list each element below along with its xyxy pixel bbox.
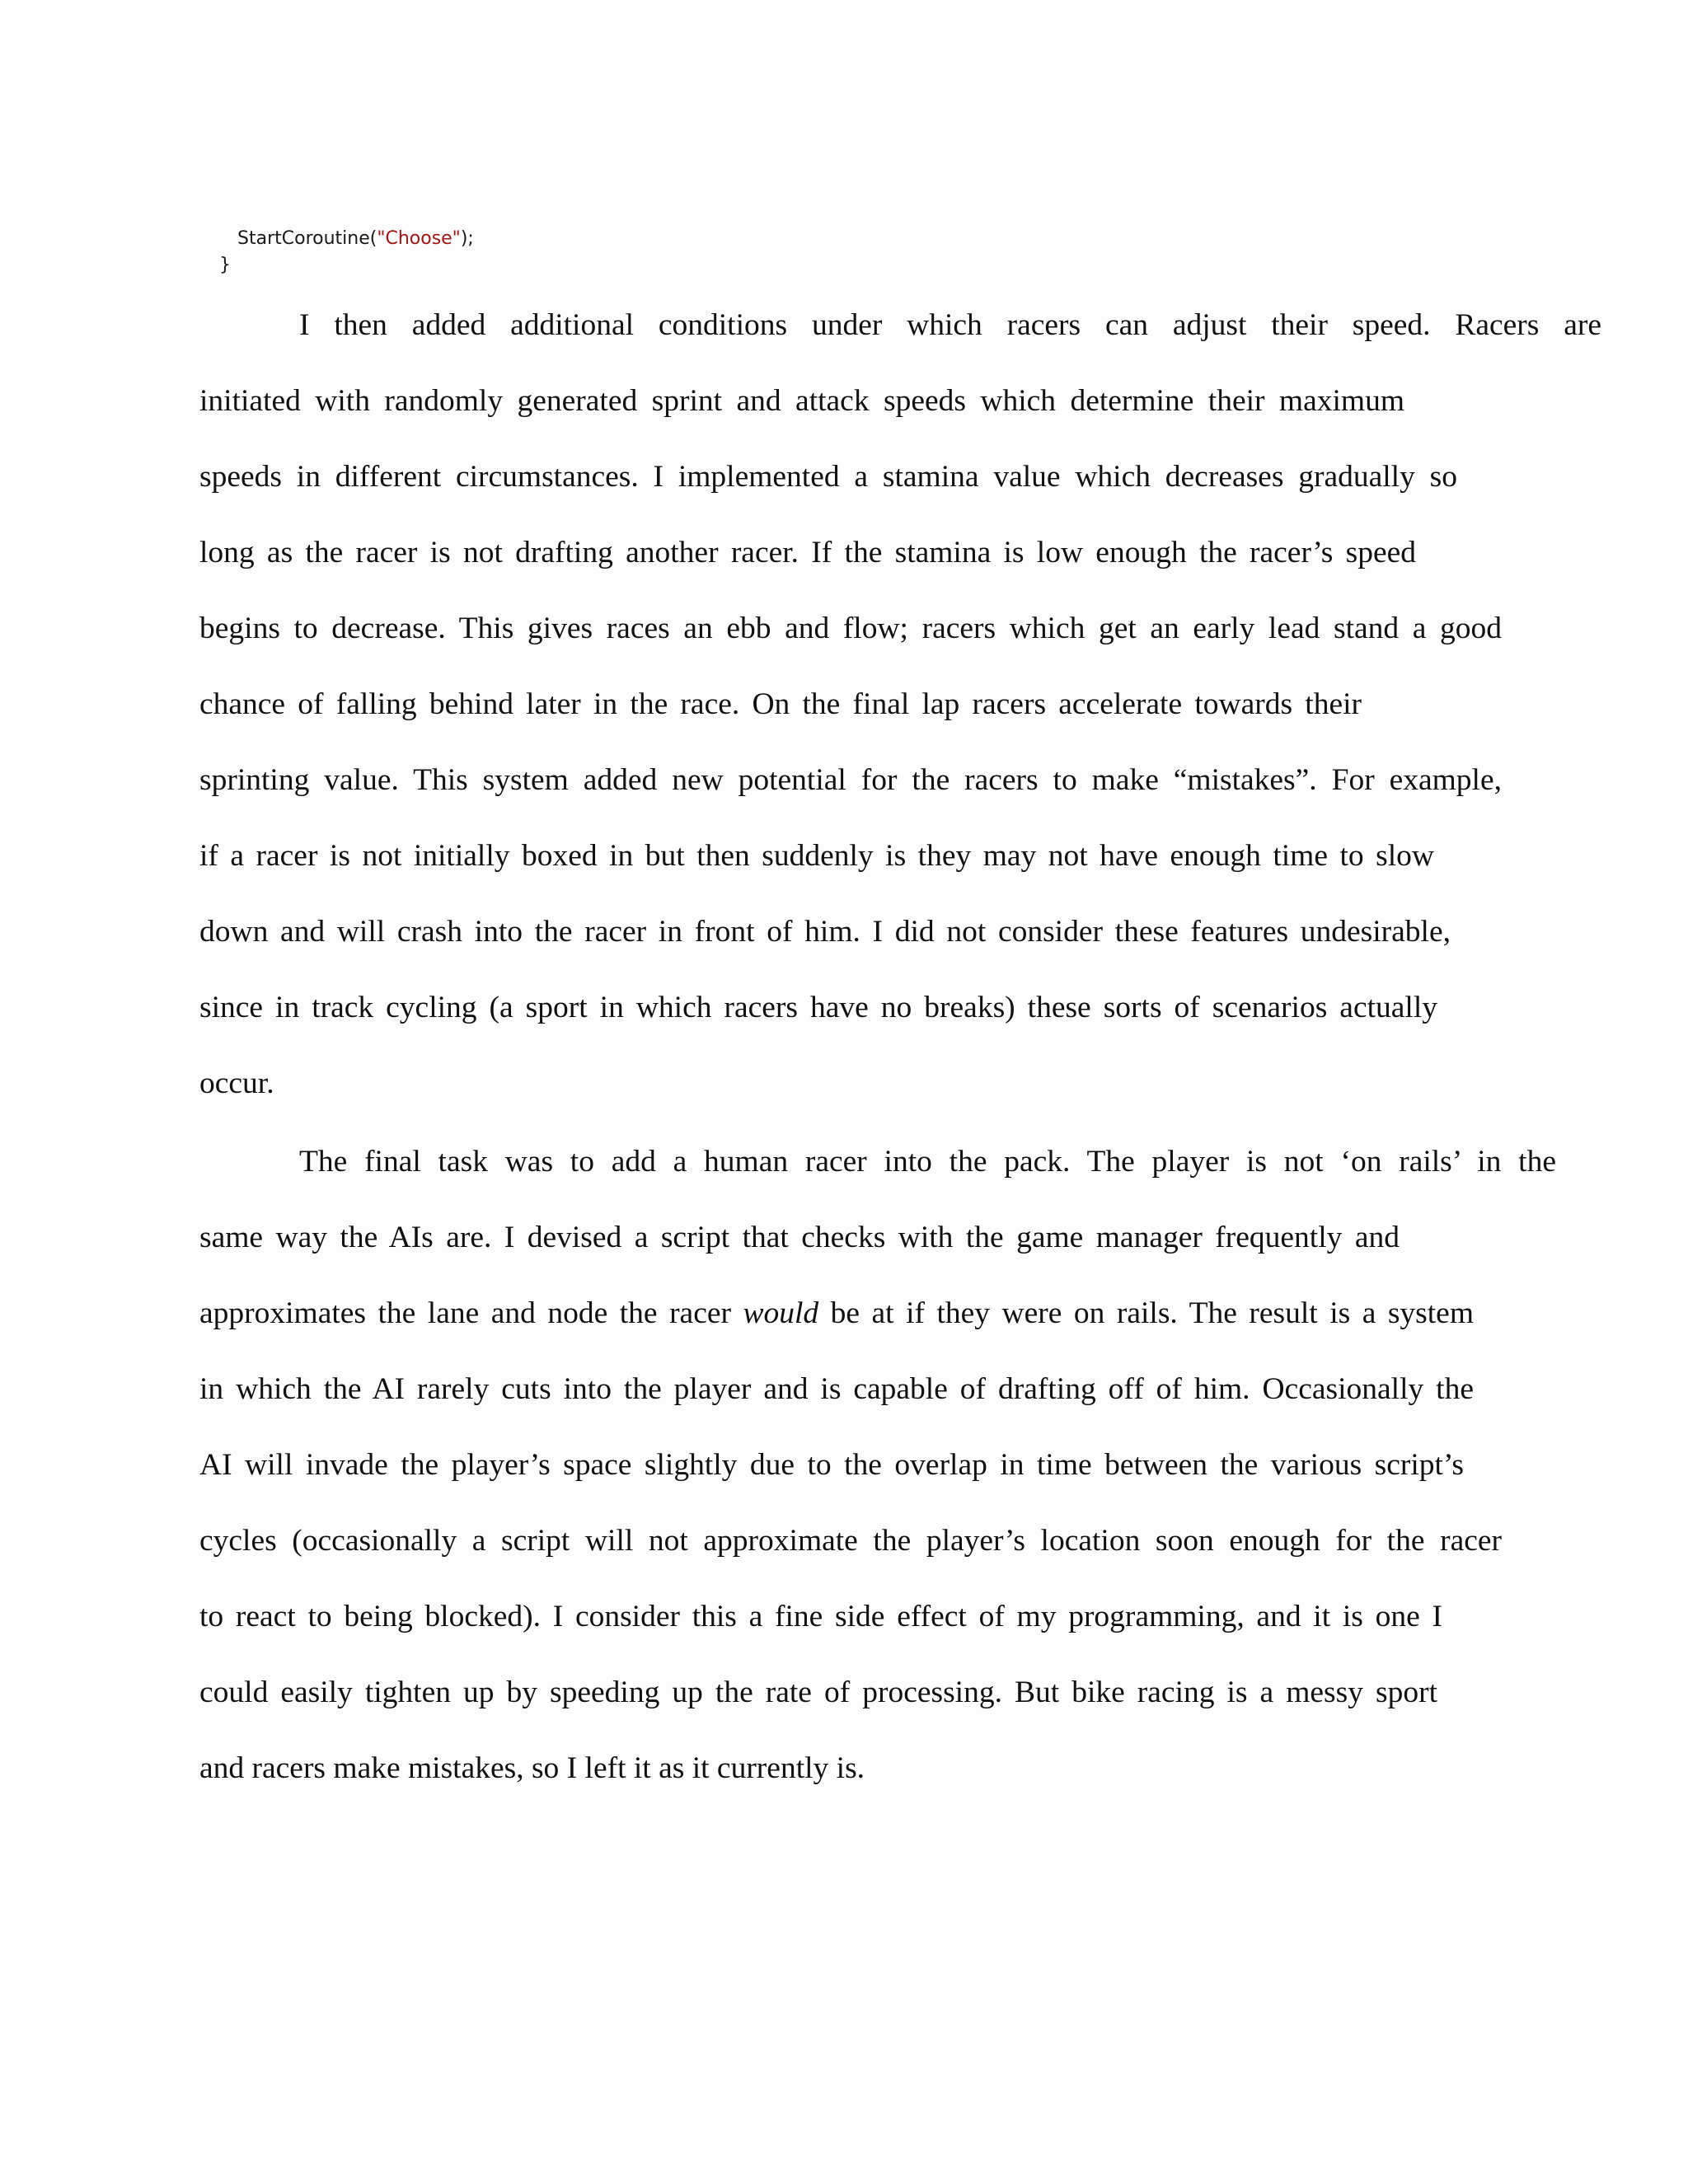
paragraph-1-line: I then added additional conditions under which racers can adjust their speed. Racers are — [299, 308, 1601, 342]
paragraph-2-line — [199, 1289, 1474, 1338]
paragraph-2-text: approximates the lane and node the racer — [199, 1296, 743, 1330]
paragraph-1-line: occur. — [199, 1066, 274, 1100]
paragraph-2-line: same way the AIs are. I devised a script that checks with the game manager frequently and — [199, 1221, 1400, 1254]
paragraph-2-line: The final task was to add a human racer into the pack. The player is not ‘on rails’ in the — [299, 1145, 1556, 1179]
paragraph-1-line: since in track cycling (a sport in which racers have no breaks) these sorts of scenarios actually — [199, 991, 1437, 1024]
emphasized-word: would — [743, 1296, 819, 1330]
paragraph-2-line: could easily tighten up by speeding up the rate of processing. But bike racing is a messy sport — [199, 1675, 1437, 1709]
paragraph-2-line: AI will invade the player’s space slightly due to the overlap in time between the various script’s — [199, 1448, 1464, 1482]
paragraph-2-line: to react to being blocked). I consider this a fine side effect of my programming, and it is one I — [199, 1600, 1442, 1633]
paragraph-1-line: chance of falling behind later in the race. On the final lap racers accelerate towards their — [199, 687, 1362, 721]
paragraph-1-line: begins to decrease. This gives races an ebb and flow; racers which get an early lead stand a good — [199, 612, 1502, 645]
code-call-end: ); — [460, 228, 474, 249]
code-closing-brace: } — [219, 255, 231, 275]
paragraph-2-line: in which the AI rarely cuts into the player and is capable of drafting off of him. Occasionally the — [199, 1372, 1474, 1406]
paragraph-1-line: down and will crash into the racer in front of him. I did not consider these features undesirable, — [199, 915, 1451, 949]
code-call: StartCoroutine( — [237, 228, 377, 249]
paragraph-1-line: speeds in different circumstances. I implemented a stamina value which decreases gradually so — [199, 460, 1457, 494]
paragraph-1-line: long as the racer is not drafting another racer. If the stamina is low enough the racer’s speed — [199, 536, 1416, 569]
code-line-start-coroutine — [237, 226, 474, 252]
paragraph-1-line: if a racer is not initially boxed in but then suddenly is they may not have enough time to slow — [199, 839, 1434, 873]
code-string-literal: "Choose" — [377, 228, 461, 249]
paragraph-2-line: and racers make mistakes, so I left it as it currently is. — [199, 1751, 865, 1785]
paragraph-2-line: cycles (occasionally a script will not approximate the player’s location soon enough for the racer — [199, 1524, 1502, 1558]
paragraph-1-line: sprinting value. This system added new potential for the racers to make “mistakes”. For example, — [199, 763, 1502, 797]
paragraph-1-line: initiated with randomly generated sprint and attack speeds which determine their maximum — [199, 384, 1404, 418]
paragraph-2-text: be at if they were on rails. The result is a system — [818, 1296, 1474, 1330]
